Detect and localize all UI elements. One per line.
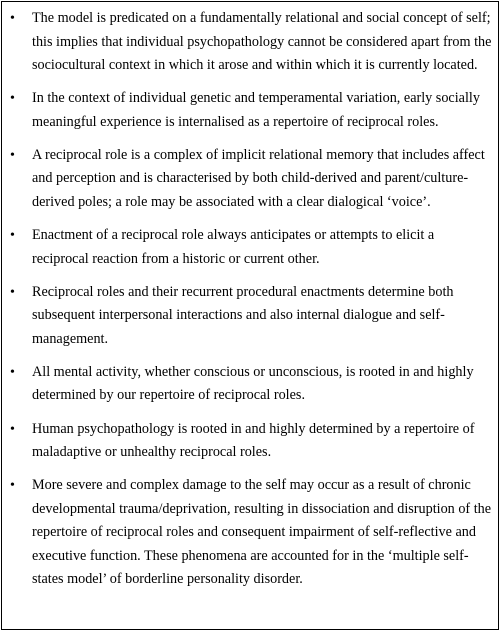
- bullet-icon: •: [10, 421, 15, 437]
- list-item-text: Reciprocal roles and their recurrent procedural enactments determine both subsequent interpersonal interactions and also internal dialogue and self-management.: [32, 283, 454, 347]
- list-item: [2, 418, 498, 465]
- list-item: [2, 281, 498, 352]
- bullet-icon: •: [10, 228, 15, 244]
- list-item: [2, 474, 498, 592]
- list-item-text: In the context of individual genetic and temperamental variation, early socially meaningful experience is internalised as a repertoire of reciprocal roles.: [32, 90, 480, 130]
- list-item: [2, 361, 498, 408]
- bullet-icon: •: [10, 478, 15, 494]
- list-item-text: A reciprocal role is a complex of implicit relational memory that includes affect and perception and is characterised by both child-derived and parent/culture-derived poles; a role may be associated with a clear dialogical ‘voice’.: [32, 146, 485, 210]
- list-item-text: All mental activity, whether conscious or unconscious, is rooted in and highly determined by our repertoire of reciprocal roles.: [32, 363, 474, 404]
- bulleted-list: [2, 7, 498, 602]
- list-item-text: The model is predicated on a fundamentally relational and social concept of self; this implies that individual psychopathology cannot be considered apart from the sociocultural context in which it arose and within which it is currently located.: [32, 10, 492, 73]
- list-item-text: Enactment of a reciprocal role always anticipates or attempts to elicit a reciprocal reaction from a historic or current other.: [32, 227, 435, 267]
- bullet-icon: •: [10, 11, 15, 26]
- bullet-icon: •: [10, 91, 15, 107]
- list-item: [2, 87, 498, 134]
- list-item-text: Human psychopathology is rooted in and highly determined by a repertoire of maladaptive or unhealthy reciprocal roles.: [32, 420, 475, 461]
- bullet-icon: •: [10, 147, 15, 163]
- bullet-icon: •: [10, 284, 15, 300]
- list-item: [2, 7, 498, 78]
- bullet-icon: •: [10, 364, 15, 380]
- list-item: [2, 224, 498, 271]
- bulleted-list-box: [1, 1, 499, 630]
- list-item: [2, 144, 498, 215]
- list-item-text: More severe and complex damage to the self may occur as a result of chronic developmental trauma/deprivation, resulting in dissociation and disruption of the repertoire of reciprocal roles and consequent impairment of self-reflective and executive function. These phenomena are accounted for in the ‘multiple self-states model’ of borderline personality disorder.: [32, 477, 492, 588]
